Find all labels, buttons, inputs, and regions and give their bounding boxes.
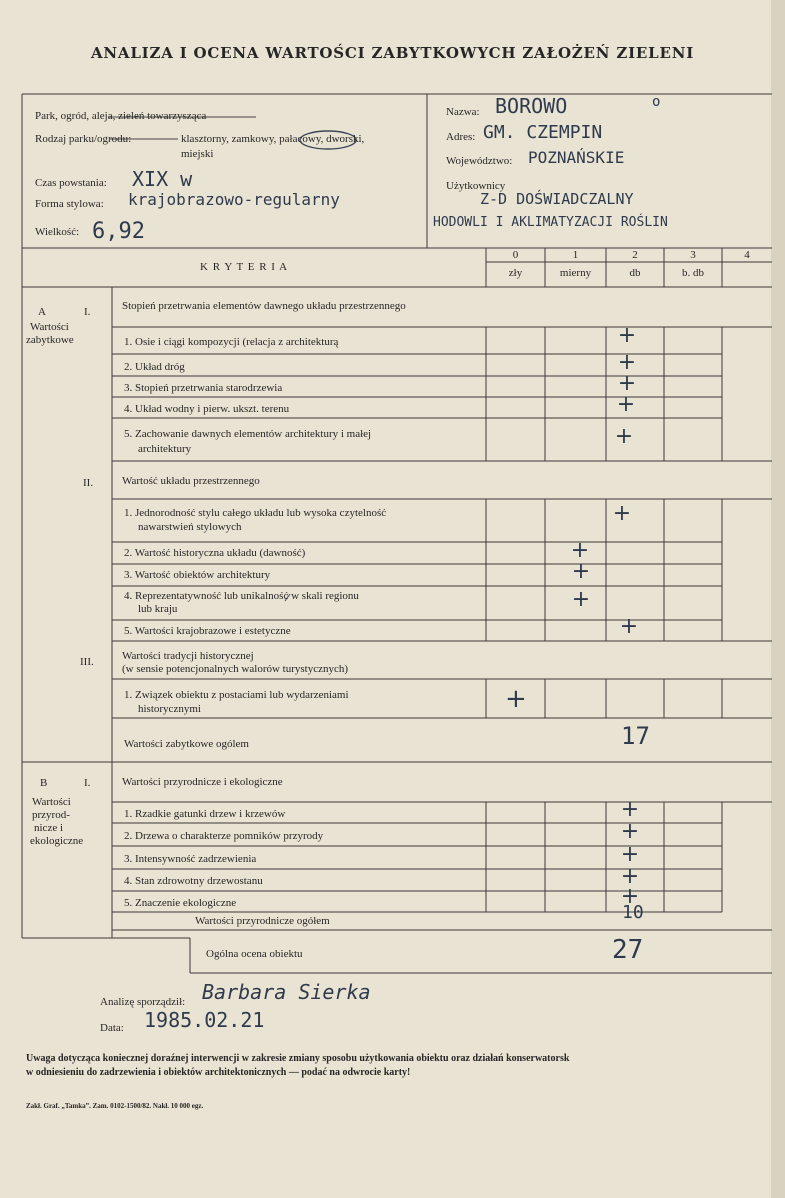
woj-value: POZNAŃSKIE [528, 148, 625, 167]
a2-item-3: 3. Wartość obiektów architektury [124, 569, 271, 581]
a2-item-1b: nawarstwień stylowych [138, 521, 242, 533]
a2-mark-2: + [570, 538, 590, 563]
total-b-label: Wartości przyrodnicze ogółem [195, 915, 330, 927]
forma-label: Forma stylowa: [35, 198, 104, 210]
analiza-label: Analizę sporządził: [100, 996, 186, 1008]
overall-value: 27 [612, 935, 644, 965]
a1-item-2: 2. Układ dróg [124, 361, 185, 373]
a1-mark-1: + [617, 323, 637, 348]
page-title: ANALIZA I OCENA WARTOŚCI ZABYTKOWYCH ZAŁOŻEŃ ZIELENI [90, 44, 695, 62]
a2-item-5: 5. Wartości krajobrazowe i estetyczne [124, 625, 291, 637]
a2-item-1a: 1. Jednorodność stylu całego układu lub wysoka czytelność [124, 507, 387, 519]
a1-mark-3: + [617, 371, 637, 396]
wielkosc-value: 6,92 [92, 219, 145, 244]
score-0: 0 [512, 249, 519, 261]
section-b-roman: I. [84, 777, 91, 789]
group-2-title: Wartość układu przestrzennego [122, 475, 260, 487]
a1-item-5a: 5. Zachowanie dawnych elementów architektury i małej [124, 428, 372, 440]
section-a-letter: A [38, 306, 46, 318]
group-2-roman: II. [83, 477, 94, 489]
a3-item-1a: 1. Związek obiektu z postaciami lub wydarzeniami [124, 689, 349, 701]
wielkosc-label: Wielkość: [35, 226, 80, 238]
section-a-label-2: zabytkowe [26, 334, 74, 346]
b-mark-5: + [620, 884, 640, 909]
total-a-label: Wartości zabytkowe ogólem [124, 738, 249, 750]
section-b-label-2: przyrod- [32, 809, 70, 821]
score-1: 1 [572, 249, 579, 261]
uwaga-line-1: Uwaga dotycząca koniecznej doraźnej interwencji w zakresie zmiany sposobu użytkowania obiektu oraz działań konserwatorsk [26, 1053, 570, 1064]
a3-item-1b: historycznymi [138, 703, 201, 715]
a2-mark-4: + [571, 587, 591, 612]
a1-item-5b: architektury [138, 443, 192, 455]
overall-label: Ogólna ocena obiektu [206, 948, 303, 960]
a1-mark-2: + [617, 350, 637, 375]
a2-item-4a: 4. Reprezentatywność lub unikalność w skali regionu [124, 590, 359, 602]
score-label-1: mierny [559, 267, 592, 279]
b-item-3: 3. Intensywność zadrzewienia [124, 853, 257, 865]
section-a-label-1: Wartości [30, 321, 69, 333]
a3-mark-1: + [505, 684, 527, 714]
rodzaj-label: Rodzaj parku/ogrodu: [35, 133, 132, 145]
a2-mark-3: + [571, 559, 591, 584]
uzytk-label: Użytkownicy [446, 180, 506, 192]
rodzaj-options: klasztorny, zamkowy, pałacowy, dworski, [181, 133, 365, 145]
group-3-title-1: Wartości tradycji historycznej [122, 650, 254, 662]
kryteria-heading: K R Y T E R I A [200, 261, 289, 273]
a2-item-4b: lub kraju [138, 603, 178, 615]
b-mark-2: + [620, 819, 640, 844]
czas-value: XIX w [132, 167, 193, 191]
group-1-roman: I. [84, 306, 91, 318]
score-label-2: db [629, 267, 641, 279]
nazwa-label: Nazwa: [446, 106, 480, 118]
forma-value: krajobrazowo-regularny [128, 190, 340, 209]
park-line: Park, ogród, aleja, zieleń towarzysząca [35, 110, 207, 122]
nazwa-mark: o [652, 94, 661, 110]
b-item-5: 5. Znaczenie ekologiczne [124, 897, 237, 909]
total-a-value: 17 [621, 722, 650, 750]
a1-item-1: 1. Osie i ciągi kompozycji (relacja z architekturą [124, 336, 339, 348]
section-b-label-4: ekologiczne [30, 835, 84, 847]
a1-mark-5: + [614, 424, 634, 449]
imprint: Zakł. Graf. „Tamka”. Zam. 0102-1500/82. Nakł. 10 000 egz. [26, 1102, 204, 1110]
score-2: 2 [632, 249, 638, 261]
woj-label: Województwo: [446, 155, 513, 167]
adres-value: GM. CZEMPIN [483, 122, 603, 143]
score-3: 3 [690, 249, 696, 261]
b-mark-1: + [620, 797, 640, 822]
a2-item-2: 2. Wartość historyczna układu (dawność) [124, 547, 306, 559]
uzytk-value-2: HODOWLI I AKLIMATYZACJI ROŚLIN [433, 215, 668, 230]
b-mark-4: + [620, 864, 640, 889]
score-label-0: zły [508, 267, 523, 279]
b-mark-3: + [620, 842, 640, 867]
data-label: Data: [100, 1022, 124, 1034]
analiza-signature: Barbara Sierka [202, 980, 371, 1004]
b-item-1: 1. Rzadkie gatunki drzew i krzewów [124, 808, 286, 820]
rodzaj-options-2: miejski [181, 148, 214, 160]
section-b-label-1: Wartości [32, 796, 71, 808]
score-label-3: b. db [682, 267, 704, 279]
data-value: 1985.02.21 [144, 1008, 265, 1032]
group-3-roman: III. [80, 656, 94, 668]
group-3-title-2: (w sensie potencjonalnych walorów turystycznych) [122, 663, 349, 675]
adres-label: Adres: [446, 131, 476, 143]
b-item-2: 2. Drzewa o charakterze pomników przyrody [124, 830, 324, 842]
section-b-letter: B [40, 777, 48, 789]
a1-item-3: 3. Stopień przetrwania starodrzewia [124, 382, 283, 394]
total-b-value: 10 [622, 902, 644, 923]
section-b-title: Wartości przyrodnicze i ekologiczne [122, 776, 283, 788]
section-b-label-3: nicze i [34, 822, 64, 834]
a1-mark-4: + [616, 392, 636, 417]
score-4: 4 [744, 249, 750, 261]
uwaga-line-2: w odniesieniu do zadrzewienia i obiektów architektonicznych — podać na odwrocie karty! [26, 1067, 411, 1078]
czas-label: Czas powstania: [35, 177, 107, 189]
uzytk-value-1: Z-D DOŚWIADCZALNY [480, 190, 634, 208]
group-1-title: Stopień przetrwania elementów dawnego układu przestrzennego [122, 300, 406, 312]
b-item-4: 4. Stan zdrowotny drzewostanu [124, 875, 263, 887]
a2-mark-5: + [619, 614, 639, 639]
a2-mark-1: + [612, 501, 632, 526]
a1-item-4: 4. Układ wodny i pierw. ukszt. terenu [124, 403, 290, 415]
nazwa-value: BOROWO [495, 94, 568, 118]
